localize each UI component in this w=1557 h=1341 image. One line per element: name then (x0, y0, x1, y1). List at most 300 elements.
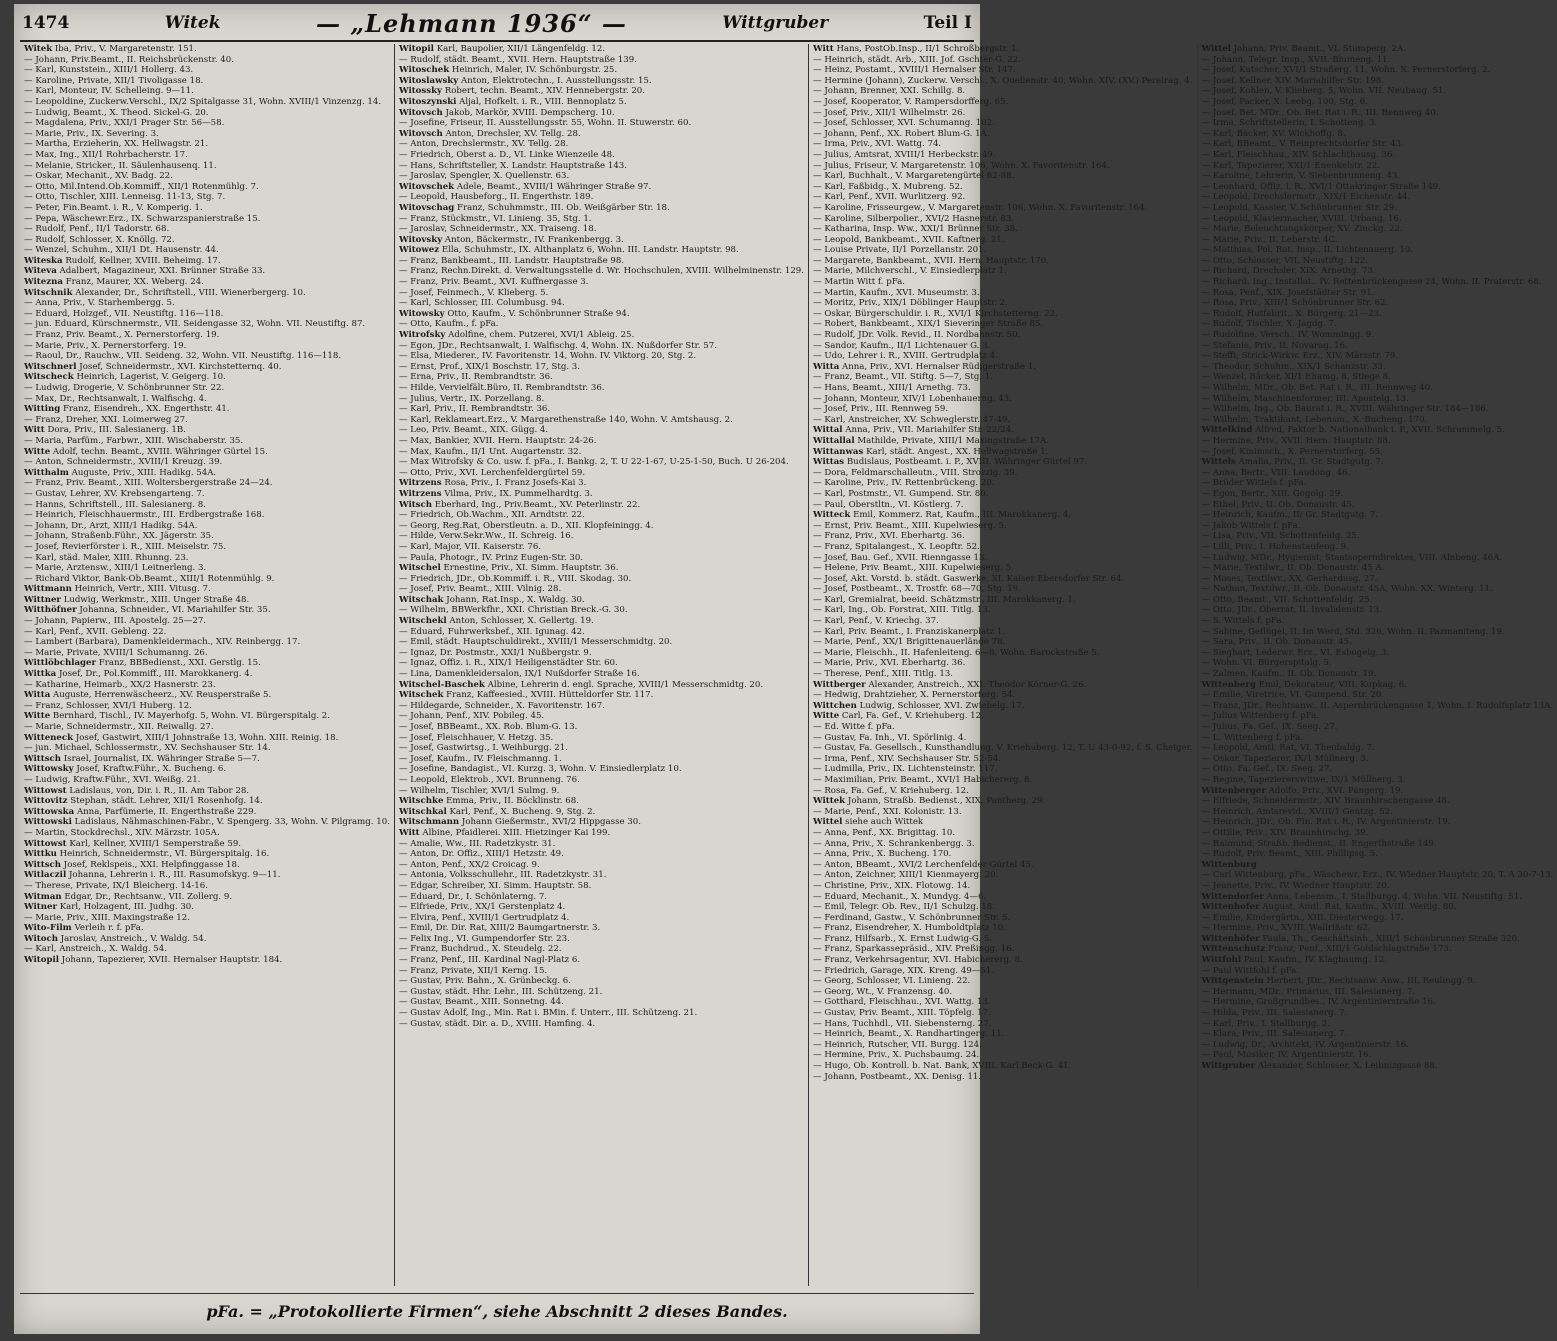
entry-text: — Irma, Schriftstellerin, I. Schotteng. 3. (1201, 118, 1378, 129)
directory-entry (1202, 923, 1554, 934)
entry-text: — Max, Kaufm., II/1 Unt. Augartenstr. 32. (398, 446, 582, 457)
directory-entry (813, 425, 1193, 436)
footer-rule (20, 1293, 974, 1294)
directory-entry (813, 288, 1193, 299)
directory-entry (399, 118, 804, 129)
entry-text: — Johann, Straßenb.Führ., XX. Jägerstr. 35. (24, 531, 214, 542)
directory-entry (1202, 531, 1554, 542)
directory-entry (813, 733, 1193, 744)
entry-text: Adele, Beamt., XVIII/1 Währinger Straße 97. (456, 181, 652, 192)
entry-text: Franz, Maurer, XX. Weberg. 24. (65, 277, 204, 288)
entry-surname: Witting (24, 404, 61, 415)
entry-text: — Emilie, Kindergärtn., XIII. Diesterwegg. 17. (1201, 912, 1404, 923)
entry-text: — Julius, Fa. Gef., IX. Seeg. 27. (1201, 722, 1338, 732)
column-4 (1198, 44, 1557, 1286)
entry-text: Albine, Lehrerin d. engl. Sprache, XVIII/1 Messerschmidtg. 20. (487, 679, 764, 690)
entry-text: — Hermann, MDr., Primarius, III. Salesianerg. 7. (1201, 986, 1416, 997)
directory-entry (813, 86, 1193, 97)
directory-entry (1202, 743, 1554, 754)
entry-text: — Oskar, Mechanit., XV. Badg. 22. (24, 171, 173, 182)
entry-surname: Wittchen (813, 700, 857, 711)
entry-surname: Wittel (813, 817, 843, 828)
directory-entry (813, 415, 1193, 426)
entry-text: Karl, Holzagent, III. Judhg. 30. (59, 902, 194, 913)
entry-surname: Wittfohl (1201, 955, 1242, 966)
entry-text: — Katharine, Heimarb., XX/2 Hasnerstr. 23. (24, 679, 216, 690)
directory-entry (24, 870, 390, 881)
entry-text: — Johann, Brenner, XXI. Schillg. 8. (813, 86, 966, 97)
entry-text: Emma, Priv., II. Böcklinstr. 68. (446, 796, 579, 807)
directory-entry (1202, 97, 1554, 108)
directory-entry (813, 521, 1193, 532)
entry-text: — Dora, Feldmarschalleutn., VIII. Strozzig. 39. (813, 467, 1018, 478)
directory-entry (399, 860, 804, 871)
entry-text: — Leopold, Klaviermacher, XVIII. Urbang. 16. (1201, 213, 1402, 224)
directory-entry (399, 976, 804, 987)
directory-entry (1202, 796, 1554, 807)
directory-entry (399, 828, 804, 839)
entry-text: — Ferdinand, Gastw., V. Schönbrunner Str. 5. (813, 912, 1011, 923)
entry-text: Karl, Kellner, XVIII/1 Semperstraße 59. (69, 838, 242, 849)
entry-text: — Franz, Buchdrud., X. Steudelg. 22. (398, 944, 562, 955)
entry-surname: Wittsch (24, 753, 62, 764)
entry-text: — Johann, Postbeamt., XX. Denisg. 11. (813, 1071, 982, 1082)
entry-text: — Magdalena, Priv., XXI/1 Prager Str. 56—58. (24, 118, 225, 129)
entry-surname: Witowez (398, 245, 440, 256)
directory-entry (24, 415, 390, 426)
directory-entry (813, 775, 1193, 786)
directory-entry (24, 828, 390, 839)
entry-text: — Leopold, Bankbeamt., XVII. Kaftnerg. 21. (813, 234, 1005, 245)
directory-entry (813, 245, 1193, 256)
directory-entry (24, 245, 390, 256)
entry-text: — Leopold, Hausbeforg., II. Engerthstr. 189. (398, 192, 594, 203)
entry-text: Johanna, Schneider., VI. Mariahilfer Str. 35. (79, 605, 271, 616)
directory-entry (813, 489, 1193, 500)
entry-text: — Josef, Kutscher, XVI/1 Straßerg. 11, Wohn. X. Pernerstorferg. 2. (1201, 65, 1491, 76)
directory-entry (399, 510, 804, 521)
entry-surname: Witte (24, 446, 51, 457)
directory-entry (1202, 277, 1554, 288)
entry-text: — Josef, Priv., XII/1 Wilhelmstr. 26. (813, 107, 966, 118)
entry-text: Johann, Straßb. Bedienst., XIX. Pantherg. 29. (847, 796, 1046, 807)
entry-surname: Wittka (24, 669, 57, 680)
directory-entry (1202, 711, 1554, 722)
directory-entry (813, 510, 1193, 521)
entry-text: — Johann, Penf., XIV. Pobileg. 45. (398, 711, 545, 722)
entry-surname: Witschmann (398, 817, 460, 828)
entry-text: — Wilhelm, Traktikant, Lebensm., X. Bucheng. 170. (1201, 414, 1428, 425)
directory-entry (399, 139, 804, 150)
directory-entry (813, 298, 1193, 309)
entry-surname: Witrzens (398, 488, 442, 499)
entry-text: — Ludwig, Beamt., X. Theod. Sickel-G. 20. (24, 107, 209, 118)
entry-text: — Nathan, Textilwr., II. Ob. Donaustr. 45A, Wohn. XX. Winterg. 11. (1201, 584, 1493, 595)
entry-surname: Wittanwas (813, 446, 864, 457)
entry-text: — Marie, Private, XVIII/1 Schumanng. 26. (24, 647, 208, 658)
directory-entry (24, 76, 390, 87)
entry-text: Anton, Schlosser, X. Gellertg. 19. (449, 616, 594, 627)
directory-entry (399, 383, 804, 394)
directory-entry (1202, 288, 1554, 299)
directory-entry (1202, 722, 1554, 733)
directory-entry (399, 182, 804, 193)
directory-entry (813, 627, 1193, 638)
directory-entry (399, 733, 804, 744)
entry-text: — Karl, Monteur, IV. Schelleing. 9—11. (24, 86, 194, 97)
entry-text: — Rudolfine, Versch., IV. Wommingg. 9. (1201, 330, 1374, 341)
entry-text: Jaroslav, Anstreich., V. Waldg. 54. (60, 933, 207, 944)
entry-text: — Karl, Fleischhau., XIV. Schlachthausg. 36. (1201, 149, 1396, 160)
directory-entry (399, 330, 804, 341)
entry-text: — Martha, Erzieherin, XX. Hellwagstr. 21. (24, 139, 209, 150)
entry-text: — Marie, Schneidermstr., XII. Reiwallg. 27. (24, 722, 214, 732)
entry-text: — Steffi, Strick-Wirkw. Erz., XIV. Märzstr. 79. (1201, 351, 1399, 362)
entry-text: — Sara, Priv., II. Ob. Donaustr. 45. (1201, 637, 1352, 648)
entry-text: Otto, Kaufm., V. Schönbrunner Straße 94. (447, 308, 630, 319)
directory-entry (1202, 701, 1554, 712)
entry-text: — Georg, Reg.Rat, Oberstleutn. a. D., XII. Klopfeiningg. 4. (398, 520, 654, 531)
entry-text: — Josef, Kinimsch., X. Pernerstorferg. 55. (1201, 446, 1383, 457)
entry-text: — Otto, Fa. Gef., IX. Seeg. 27. (1201, 764, 1333, 775)
directory-entry (813, 108, 1193, 119)
entry-text: — Franz, Private, XII/1 Kerng. 15. (398, 965, 548, 976)
directory-entry (24, 203, 390, 214)
entry-surname: Witt (24, 425, 45, 436)
entry-text: Auguste, Herrenwäscheerz., XV. Reusperstraße 5. (53, 690, 272, 701)
directory-entry (399, 690, 804, 701)
directory-entry (813, 457, 1193, 468)
entry-text: — Karoline, Silberpolier., XVI/2 Hasnerstr. 83. (813, 213, 1015, 224)
entry-text: — Rosa, Priv., XIII/1 Schönbrunner Str. 62. (1201, 298, 1389, 309)
directory-entry (1202, 881, 1554, 892)
directory-entry (24, 627, 390, 638)
directory-entry (399, 362, 804, 373)
entry-text: — Josef, Priv. Beamt., XIII. Vilnig. 28. (398, 584, 562, 595)
entry-text: Alexander, Dr., Schriftstell., VIII. Wienerbergerg. 10. (75, 287, 306, 298)
directory-entry (399, 542, 804, 553)
directory-entry (399, 616, 804, 627)
entry-text: — Josef, BBBeamt., XX. Rob. Blum-G. 13. (398, 722, 578, 732)
directory-entry (813, 309, 1193, 320)
directory-entry (24, 722, 390, 733)
directory-entry (1202, 955, 1554, 966)
entry-text: — Josef, Fleischhauer, V. Hetzg. 35. (398, 732, 554, 743)
directory-entry (24, 362, 390, 373)
entry-text: — Antonia, Volksschullehr., III. Radetzkystr. 31. (398, 870, 607, 881)
entry-text: — Josef, Kellner, XIV. Mariahilfer Str. 198. (1201, 75, 1385, 86)
entry-text: Anna, Parfümerie, II. Engerthstraße 229. (76, 806, 257, 817)
entry-text: — Elsa, Miederer., IV. Favoritenstr. 14, Wohn. IV. Viktorg. 20, Stg. 2. (398, 351, 697, 362)
entry-text: — Wohn. VI. Bürgerspitalg. 5. (1201, 658, 1332, 669)
entry-text: — Max, Dr., Rechtsanwalt, I. Walfischg. 4. (24, 393, 207, 404)
directory-entry (1202, 605, 1554, 616)
directory-entry (813, 55, 1193, 66)
entry-surname: Witschel (398, 563, 441, 574)
entry-text: — Paul, Oberstltn., VI. Köstlerg. 7. (813, 499, 964, 510)
directory-entry (24, 129, 390, 140)
directory-entry (813, 923, 1193, 934)
entry-text: — Marie, Penf., XXI. Kolonistr. 13. (813, 806, 962, 817)
entry-text: — Hans, Tuchhdl., VII. Siebensterng. 27. (813, 1018, 992, 1029)
column-1 (20, 44, 395, 1286)
entry-text: Robert, techn. Beamt., XIV. Hennebergstr. 20. (444, 86, 645, 97)
entry-text: — Heinrich, Amtsrevid., XVIII/1 Gentzg. 52. (1201, 806, 1393, 817)
directory-entry (399, 108, 804, 119)
entry-text: — Friedrich, Garage, XIX. Kreng. 49—51. (813, 965, 995, 976)
entry-text: Anna, Lebensm., I. Stallburgg. 4, Wohn. VII. Neustiftg. 51. (1266, 891, 1522, 902)
directory-entry (1202, 828, 1554, 839)
directory-entry (813, 214, 1193, 225)
directory-entry (1202, 574, 1554, 585)
entry-surname: Wittallal (813, 435, 855, 446)
directory-entry (1202, 997, 1554, 1008)
directory-entry (813, 235, 1193, 246)
directory-entry (24, 658, 390, 669)
entry-surname: Wittmann (24, 584, 72, 595)
entry-text: — Anton, Schneidermstr., XVIII/1 Kreuzg. 39. (24, 457, 223, 468)
directory-entry (1202, 65, 1554, 76)
entry-text: — Rudolf, Hutfabrit., X. Bürgerg. 21—23. (1201, 308, 1382, 319)
entry-text: — Max Witrofsky & Co. usw. f. pFa., I. Bankg. 2, T. U 22-1-67, U-25-1-50, Buch. U 26-204. (398, 457, 789, 468)
entry-text: — Moritz, Priv., XIX/1 Döblinger Hauptstr. 2. (813, 298, 1008, 309)
directory-entry (24, 637, 390, 648)
directory-entry (24, 711, 390, 722)
directory-entry (24, 584, 390, 595)
entry-text: — Julius, Amtsrat, XVIII/1 Herbeckstr. 49. (813, 149, 996, 160)
directory-entry (1202, 214, 1554, 225)
entry-text: — Anna, Priv., X. Bucheng. 170. (813, 849, 952, 860)
entry-text: — Emil, Telegr. Ob. Rev., II/1 Schulzg. 18. (813, 902, 995, 913)
entry-text: — Josef, Bau. Gef., XVII. Rienngasse 13. (813, 552, 988, 563)
entry-text: — Therese, Private, IX/1 Bleicherg. 14-16. (24, 880, 208, 891)
directory-entry (399, 944, 804, 955)
directory-page (14, 4, 1554, 1334)
directory-entry (399, 574, 804, 585)
directory-entry (813, 764, 1193, 775)
entry-surname: Witschnik (24, 287, 73, 298)
directory-entry (24, 383, 390, 394)
entry-text: — Martin Witt f. pFa. (813, 277, 905, 288)
entry-text: — Emilie, Viretrice, VI. Gumpend. Str. 20. (1201, 690, 1385, 701)
entry-text: — Karl, Ing., Ob. Forstrat, XIII. Titlg. 13. (813, 605, 991, 616)
directory-entry (399, 521, 804, 532)
directory-entry (1202, 521, 1554, 532)
directory-entry (24, 955, 390, 966)
entry-text: — Ethel, Priv., II. Ob. Donaustr. 45. (1201, 499, 1355, 510)
entry-text: — Josef, Revierförster i. R., XIII. Meiselstr. 75. (24, 541, 227, 552)
entry-text: — Julius, Friseur, V. Margaretenstr. 106, Wohn. X. Favoritenstr. 164. (813, 160, 1110, 171)
entry-text: — Julius Wittenberg f. pFa. (1201, 711, 1319, 722)
entry-text: Eberhard, Ing., Priv.Beamt., XV. Peterlinstr. 22. (434, 499, 641, 510)
directory-entry (1202, 256, 1554, 267)
directory-entry (24, 97, 390, 108)
entry-text: — Karl, Major, VII. Kaiserstr. 76. (398, 541, 542, 552)
entry-text: — Louise Private, II/1 Porzellanstr. 201. (813, 245, 987, 256)
entry-text: — Klara, Priv., III. Salesianerg. 7. (1201, 1029, 1348, 1040)
entry-surname: Witschkal (398, 806, 447, 817)
entry-text: — Matthias, Pol. Rat. Insp., II. Lichtenauerg. 10. (1201, 245, 1414, 256)
directory-entry (399, 658, 804, 669)
entry-text: — Lisa, Priv., VII. Schottenfeldg. 25. (1201, 531, 1360, 542)
entry-text: — Otto, Kaufm., f. pFa. (398, 319, 499, 330)
entry-text: Franz, Schuhmmstr., III. Ob. Weißgärber Str. 18. (457, 202, 670, 213)
entry-text: — Hans, Beamt., XIII/1 Arnethg. 73. (813, 383, 971, 393)
directory-entry (813, 786, 1193, 797)
directory-entry (1202, 245, 1554, 256)
directory-entry (813, 839, 1193, 850)
entry-surname: Wittowski (24, 817, 72, 828)
directory-entry (813, 807, 1193, 818)
entry-surname: Wittenberg (1201, 679, 1256, 690)
directory-entry (399, 415, 804, 426)
directory-entry (1202, 849, 1554, 860)
directory-entry (813, 870, 1193, 881)
entry-text: — Sieghart, Lederwr. Erz., VI. Esbogelg. 3. (1201, 647, 1390, 658)
entry-surname: Wittowska (24, 806, 75, 817)
directory-entry (813, 478, 1193, 489)
entry-text: — Josef, Postbeamt., X. Trostfr. 68—70, Stg. 19. (813, 584, 1021, 595)
directory-entry (399, 701, 804, 712)
entry-text: — Ernst, Prof., XIX/1 Boschstr. 17, Stg. 3. (398, 361, 581, 372)
directory-entry (1202, 807, 1554, 818)
entry-text: — Franz, Rechn.Direkt. d. Verwaltungsstelle d. Wr. Hochschulen, XVIII. Wilhelminenstr. 129. (398, 266, 804, 277)
entry-text: — Peter, Fin.Beamt. i. R., V. Komperig. 1. (24, 202, 203, 213)
entry-text: — Brüder Wittels f. pFa. (1201, 478, 1307, 489)
entry-text: — Anton, Drechslermstr., XV. Tellg. 28. (398, 139, 569, 150)
directory-entry (1202, 468, 1554, 479)
entry-text: — Richard, Ing., Installat., IV. Rettenbrückengasse 24, Wohn. II. Praterstr. 68. (1201, 277, 1542, 288)
entry-text: Heinrich, Schneidermstr., VI. Bürgerspitalg. 16. (59, 849, 270, 860)
directory-entry (24, 733, 390, 744)
directory-entry (1202, 362, 1554, 373)
entry-text: — Richard Viktor, Bank-Ob.Beamt., XIII/1 Rotenmühlg. 9. (24, 573, 275, 584)
directory-entry (24, 521, 390, 532)
directory-entry (813, 913, 1193, 924)
entry-surname: Wittowst (24, 785, 67, 796)
entry-text: — Wilhelm, BBWerkfhr., XXI. Christian Breck.-G. 30. (398, 605, 628, 616)
directory-entry (399, 192, 804, 203)
entry-surname: Witschekl (398, 616, 447, 627)
entry-text: Anna, Priv., XVI. Hernalser Rüdigerstraße 1. (842, 361, 1036, 372)
entry-text: — Otto, Tischler, XIII. Lenneisg. 11-13, Stg. 7. (24, 192, 226, 203)
entry-text: — Josef, Priv., III. Rennweg 59. (813, 404, 949, 415)
directory-entry (24, 118, 390, 129)
directory-entry (24, 447, 390, 458)
directory-entry (24, 86, 390, 97)
directory-entry (24, 182, 390, 193)
entry-surname: Witrzens (398, 478, 442, 489)
entry-text: Alexander, Schlosser, X. Leibnizgasse 88. (1257, 1061, 1438, 1071)
entry-text: — Anton, Penf., XX/2 Croicag. 9. (398, 859, 540, 870)
directory-entry (24, 298, 390, 309)
directory-entry (399, 839, 804, 850)
directory-entry (399, 457, 804, 468)
directory-entry (813, 44, 1193, 55)
directory-entry (1202, 733, 1554, 744)
directory-entry (813, 394, 1193, 405)
entry-text: Josef, Kraftw.Führ., X. Bucheng. 6. (76, 764, 227, 775)
directory-entry (1202, 966, 1554, 977)
entry-text: — Ludmilla, Priv., IX. Lichtensteinstr. 117. (813, 764, 998, 775)
entry-text: — Christine, Priv., XIX. Flotowg. 14. (813, 880, 971, 891)
entry-text: Anton, Bäckermstr., IV. Frankenbergg. 3. (444, 234, 624, 245)
entry-text: — Karl, Faßbidg., X. Mubreng. 52. (813, 181, 963, 192)
directory-entry (399, 627, 804, 638)
directory-entry (399, 817, 804, 828)
entry-text: — Carl Wittenburg, pFa., Wäschewr. Erz., IV. Wiedner Hauptstr. 20, T. A 30-7-13. (1201, 870, 1554, 881)
entry-text: Albine, Pfaidlerei. XIII. Hietzinger Kai 199. (422, 827, 611, 838)
directory-entry (813, 500, 1193, 511)
entry-text: — Irma, Priv., XVI. Wattg. 74. (813, 139, 942, 150)
directory-entry (399, 637, 804, 648)
entry-text: Josef, Schneidermstr., XVI. Kirchstetternq. 40. (79, 361, 282, 372)
entry-text: — Hermine, Priv., X. Puchsbaumg. 24. (813, 1050, 980, 1061)
directory-entry (24, 616, 390, 627)
entry-text: Adalbert, Magazineur, XXI. Brünner Straße 33. (59, 266, 266, 277)
entry-text: — Sandor, Kaufm., II/1 Lichtenauer G. 3. (813, 340, 991, 351)
entry-text: — Raoul, Dr., Rauchw., VII. Seideng. 32, Wohn. VII. Neustiftg. 116—118. (24, 351, 342, 362)
entry-text: — Ignaz, Dr. Postmstr., XXI/1 Nußbergstr. 9. (398, 647, 592, 658)
directory-entry (399, 404, 804, 415)
directory-entry (24, 690, 390, 701)
entry-text: — Marie, Priv., II. Leberstr. 4C. (1201, 234, 1338, 245)
page-number: 1474 (22, 13, 70, 33)
directory-entry (24, 701, 390, 712)
entry-surname: Witoschek (398, 65, 450, 76)
entry-surname: Wittowsky (24, 764, 74, 775)
directory-entry (24, 923, 390, 934)
entry-text: — Karl, Anstreicher, XV. Schweglerstr. 47-49. (813, 414, 1011, 425)
entry-text: — Karoline, Lehrerin, V. Siebenbrunneng. 43. (1201, 171, 1401, 182)
entry-text: — Anna, Bertr., VIII. Laudong. 46. (1201, 467, 1351, 478)
directory-entry (813, 1072, 1193, 1083)
entry-text: — Friedrich, Oberst a. D., VI. Linke Wienzeile 48. (398, 149, 615, 160)
directory-entry (1202, 235, 1554, 246)
directory-entry (813, 987, 1193, 998)
directory-entry (813, 341, 1193, 352)
entry-text: — Zalmen, Kaufm., II. Ob. Donaustr. 19. (1201, 669, 1377, 680)
entry-text: — Robert, Bankbeamt., XIX/1 Sieveringer Straße 85. (813, 319, 1044, 330)
directory-entry (1202, 478, 1554, 489)
directory-entry (399, 288, 804, 299)
entry-text: — Hanns, Schriftstell., III. Salesianerg. 8. (24, 499, 206, 510)
directory-entry (813, 150, 1193, 161)
directory-entry (399, 870, 804, 881)
directory-entry (813, 701, 1193, 712)
directory-entry (24, 44, 390, 55)
directory-entry (24, 330, 390, 341)
directory-entry (813, 203, 1193, 214)
entry-text: Anna, Priv., VII. Mariahilfer Str. 22/24. (845, 425, 1014, 436)
entry-text: — Sabine, Geflügel, II. Im Werd, Std. 326, Wohn. II. Pazmaniteng. 19. (1201, 626, 1505, 637)
directory-entry (813, 1061, 1193, 1072)
directory-entry (399, 934, 804, 945)
entry-text: — Wenzel, Schuhm., XII/1 Dt. Hausenstr. 44. (24, 245, 219, 256)
entry-surname: Witthöfner (24, 605, 77, 616)
entry-text: — Otto, JDr., Oberrat, II. Invalidenstr. 13. (1201, 605, 1382, 616)
entry-text: — Franz, Priv. Beamt., X. Pernerstorferg. 19. (24, 330, 220, 341)
directory-entry (1202, 394, 1554, 405)
directory-entry (813, 161, 1193, 172)
directory-entry (1202, 500, 1554, 511)
directory-entry (399, 997, 804, 1008)
directory-entry (1202, 76, 1554, 87)
entry-text: — Georg, Wt., V. Franzensg. 40. (813, 986, 953, 997)
directory-entry (1202, 563, 1554, 574)
entry-text: — Hilda, Priv., III. Salesianerg. 7. (1201, 1008, 1348, 1019)
directory-entry (1202, 341, 1554, 352)
